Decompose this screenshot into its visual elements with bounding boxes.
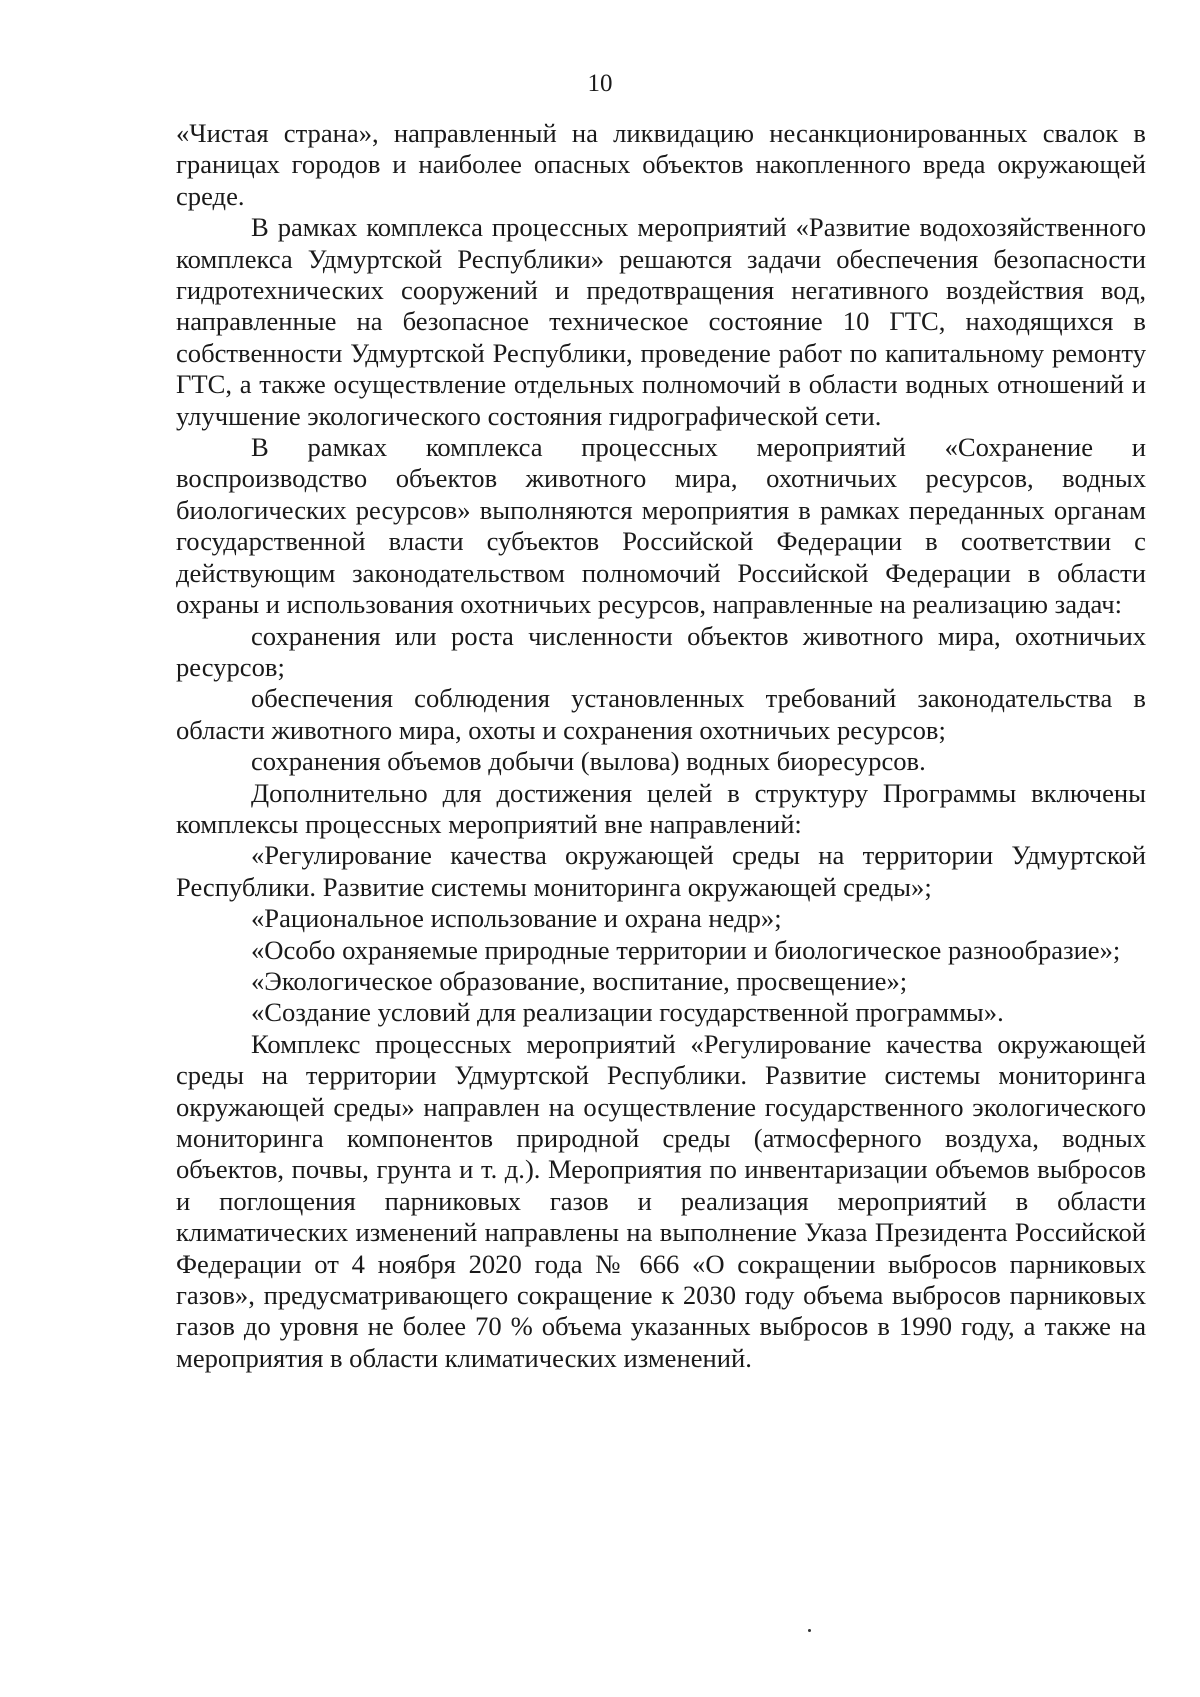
scan-artifact-dot: [808, 1629, 811, 1632]
list-item-complex-3: «Особо охраняемые природные территории и биологическое разнообразие»;: [251, 934, 1121, 965]
list-item-task-3: сохранения объемов добычи (вылова) водных биоресурсов.: [251, 746, 926, 777]
list-item-task-1: сохранения или роста численности объектов животного мира, охотничьих ресурсов;: [176, 620, 1146, 682]
list-item-complex-4: «Экологическое образование, воспитание, просвещение»;: [251, 965, 908, 996]
paragraph-additional-complexes: Дополнительно для достижения целей в структуру Программы включены комплексы процессных мероприятий вне направлений:: [176, 777, 1146, 839]
list-item-complex-5: «Создание условий для реализации государственной программы».: [251, 997, 1004, 1028]
paragraph-water-complex: В рамках комплекса процессных мероприятий «Развитие водохозяйственного комплекса Удмуртской Республики» решаются задачи обеспечения безопасности гидротехнических сооружений и предотвращения негативного воздействия вод, направленные на безопасное техническое состояние 10 ГТС, находящихся в собственности Удмуртской Республики, проведение работ по капитальному ремонту ГТС, а также осуществление отдельных полномочий в области водных отношений и улучшение экологического состояния гидрографической сети.: [176, 212, 1146, 431]
paragraph-wildlife-complex: В рамках комплекса процессных мероприятий «Сохранение и воспроизводство объектов животного мира, охотничьих ресурсов, водных биологических ресурсов» выполняются мероприятия в рамках переданных органам государственной власти субъектов Российской Федерации в соответствии с действующим законодательством полномочий Российской Федерации в области охраны и использования охотничьих ресурсов, направленные на реализацию задач:: [176, 432, 1146, 620]
list-item-complex-1: «Регулирование качества окружающей среды на территории Удмуртской Республики. Развитие системы мониторинга окружающей среды»;: [176, 840, 1146, 902]
paragraph-monitoring-complex: Комплекс процессных мероприятий «Регулирование качества окружающей среды на территории Удмуртской Республики. Развитие системы мониторинга окружающей среды» направлен на осуществление государственного экологического мониторинга компонентов природной среды (атмосферного воздуха, водных объектов, почвы, грунта и т. д.). Мероприятия по инвентаризации объемов выбросов и поглощения парниковых газов и реализация мероприятий в области климатических изменений направлены на выполнение Указа Президента Российской Федерации от 4 ноября 2020 года № 666 «О сокращении выбросов парниковых газов», предусматривающего сокращение к 2030 году объема выбросов парниковых газов до уровня не более 70 % объема указанных выбросов в 1990 году, а также на мероприятия в области климатических изменений.: [176, 1028, 1146, 1373]
document-body: [176, 118, 1146, 1374]
page-number: 10: [587, 70, 613, 97]
list-item-complex-2: «Рациональное использование и охрана недр»;: [251, 903, 782, 934]
paragraph-continuation: «Чистая страна», направленный на ликвидацию несанкционированных свалок в границах городов и наиболее опасных объектов накопленного вреда окружающей среде.: [176, 118, 1146, 211]
list-item-task-2: обеспечения соблюдения установленных требований законодательства в области животного мира, охоты и сохранения охотничьих ресурсов;: [176, 683, 1146, 745]
